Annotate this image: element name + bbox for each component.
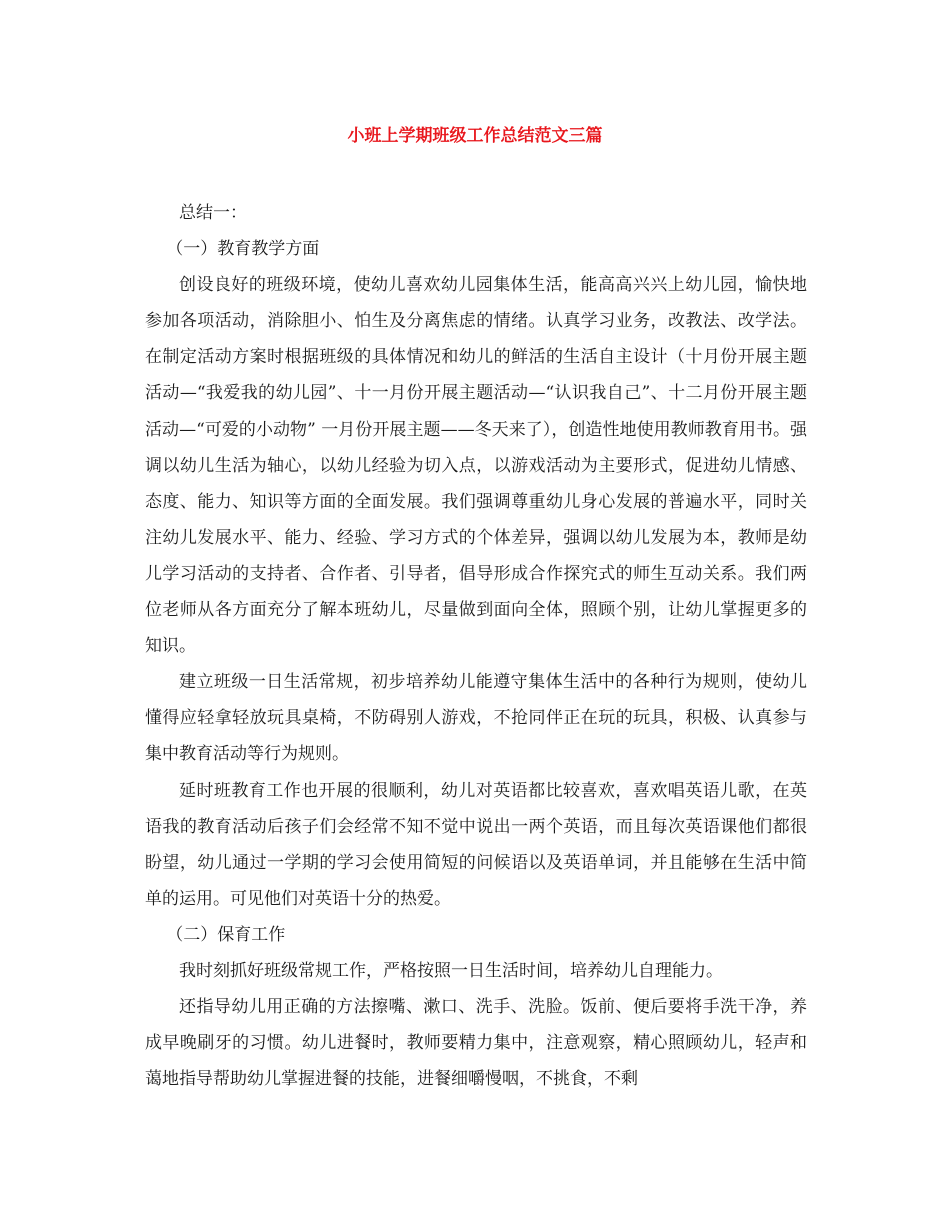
paragraph-daily-routine: 我时刻抓好班级常规工作，严格按照一日生活时间，培养幼儿自理能力。 [179,960,723,981]
section-heading-care: （二）保育工作 [166,924,286,945]
paragraph-hygiene: 还指导幼儿用正确的方法擦嘴、漱口、洗手、洗脸。饭前、便后要将手洗干净，养成早晚刷牙的习惯。幼儿进餐时，教师要精力集中，注意观察，精心照顾幼儿，轻声和蔼地指导帮助幼儿掌握进餐的技能，进餐细嚼慢咽，不挑食，不剩 [145,997,807,1090]
section-label: 总结一： [179,203,247,223]
paragraph-environment: 创设良好的班级环境，使幼儿喜欢幼儿园集体生活，能高高兴兴上幼儿园，愉快地参加各项活动，消除胆小、怕生及分离焦虑的情绪。认真学习业务，改教法、改学法。在制定活动方案时根据班级的具体情况和幼儿的鲜活的生活自主设计（十月份开展主题活动—“我爱我的幼儿园”、十一月份开展主题活动—“认识我自己”、十二月份开展主题活动—“可爱的小动物” 一月份开展主题——冬天来了），创造性地使用教师教育用书。强调以幼儿生活为轴心，以幼儿经验为切入点，以游戏活动为主要形式，促进幼儿情感、态度、能力、知识等方面的全面发展。我们强调尊重幼儿身心发展的普遍水平，同时关注幼儿发展水平、能力、经验、学习方式的个体差异，强调以幼儿发展为本，教师是幼儿学习活动的支持者、合作者、引导者，倡导形成合作探究式的师生互动关系。我们两位老师从各方面充分了解本班幼儿，尽量做到面向全体，照顾个别，让幼儿掌握更多的知识。 [145,275,807,657]
document-title: 小班上学期班级工作总结范文三篇 [347,126,603,146]
section-heading-education: （一）教育教学方面 [166,239,320,260]
paragraph-routine: 建立班级一日生活常规，初步培养幼儿能遵守集体生活中的各种行为规则，使幼儿懂得应轻拿轻放玩具桌椅，不防碍别人游戏，不抢同伴正在玩的玩具，积极、认真参与集中教育活动等行为规则。 [145,672,807,765]
document-body [145,195,807,1097]
paragraph-english-class: 延时班教育工作也开展的很顺利，幼儿对英语都比较喜欢，喜欢唱英语儿歌，在英语我的教育活动后孩子们会经常不知不觉中说出一两个英语，而且每次英语课他们都很盼望，幼儿通过一学期的学习会使用简短的问候语以及英语单词，并且能够在生活中简单的运用。可见他们对英语十分的热爱。 [145,780,807,909]
